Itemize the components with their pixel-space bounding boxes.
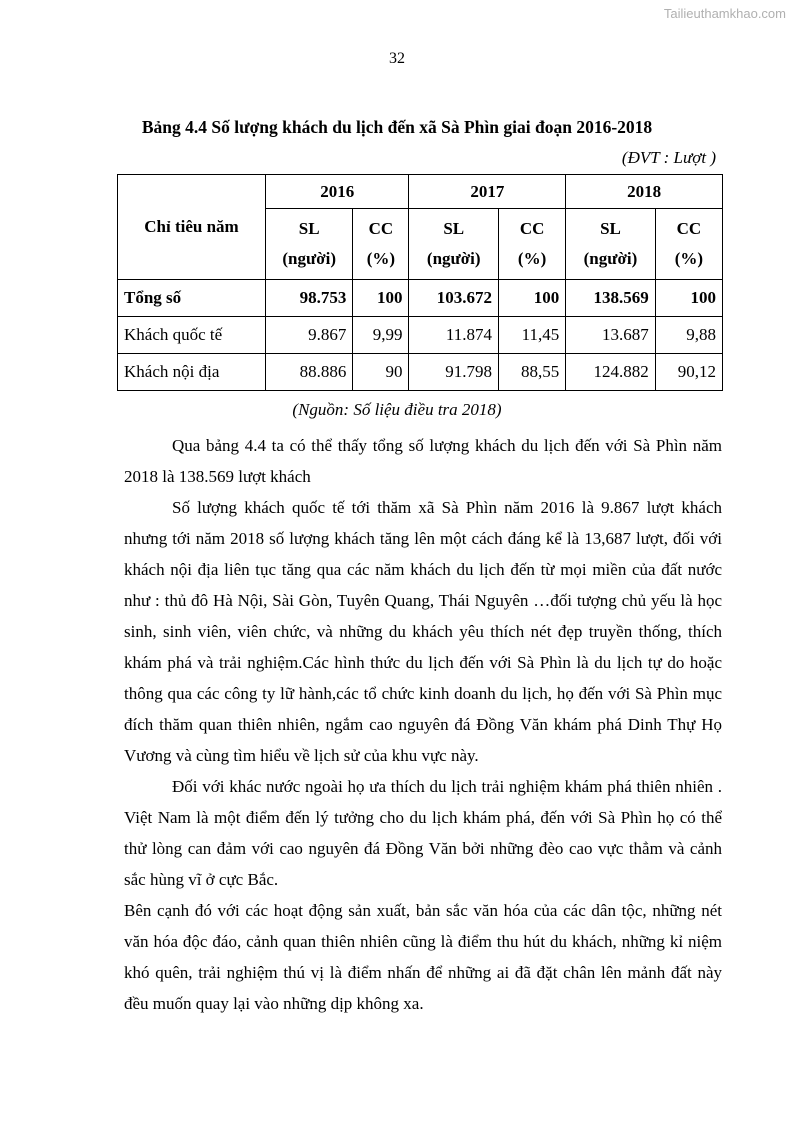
row-label: Khách nội địa <box>118 354 266 391</box>
paragraph: Qua bảng 4.4 ta có thể thấy tổng số lượng khách du lịch đến với Sà Phìn năm 2018 là 138.569 lượt khách <box>124 436 722 486</box>
table-cell: 100 <box>353 280 409 317</box>
table-cell: 90,12 <box>655 354 722 391</box>
table-row <box>118 280 723 317</box>
table-cell: 11,45 <box>498 317 565 354</box>
table-cell: 13.687 <box>566 317 656 354</box>
corner-header: Chỉ tiêu năm <box>118 175 266 280</box>
table-row <box>118 317 723 354</box>
paragraph: Bên cạnh đó với các hoạt động sản xuất, bản sắc văn hóa của các dân tộc, những nét văn hóa độc đáo, cảnh quan thiên nhiên cũng là điểm thu hút du khách, những kỉ niệm khó quên, trải nghiệm thú vị là điểm nhấn để những ai đã đặt chân lên mảnh đất này đều muốn quay lại vào những dịp không xa. <box>124 901 722 1013</box>
year-header: 2016 <box>266 175 409 209</box>
table-cell: 138.569 <box>566 280 656 317</box>
year-header: 2018 <box>566 175 723 209</box>
row-label: Tổng số <box>118 280 266 317</box>
table-source: (Nguồn: Số liệu điều tra 2018) <box>292 400 502 419</box>
year-header: 2017 <box>409 175 566 209</box>
body-text <box>124 430 722 1019</box>
table-row <box>118 354 723 391</box>
statistics-table <box>117 174 723 391</box>
watermark: Tailieuthamkhao.com <box>663 6 786 21</box>
paragraph: Đối với khác nước ngoài họ ưa thích du lịch trải nghiệm khám phá thiên nhiên . Việt Nam là một điểm đến lý tưởng cho du lịch khám phá, đến với Sà Phìn họ có thể thử lòng can đảm với cao nguyên đá Đồng Văn bởi những đèo cao vực thẳm và cảnh sắc hùng vĩ ở cực Bắc. <box>124 777 722 889</box>
table-cell: 103.672 <box>409 280 499 317</box>
sl-header: SL (người) <box>566 209 656 280</box>
table-cell: 98.753 <box>266 280 353 317</box>
sl-header: SL (người) <box>266 209 353 280</box>
sl-header: SL (người) <box>409 209 499 280</box>
table-cell: 91.798 <box>409 354 499 391</box>
table-cell: 124.882 <box>566 354 656 391</box>
table-cell: 100 <box>498 280 565 317</box>
table-cell: 9.867 <box>266 317 353 354</box>
table-cell: 90 <box>353 354 409 391</box>
table-cell: 9,99 <box>353 317 409 354</box>
page-number: 32 <box>389 50 405 67</box>
table-cell: 11.874 <box>409 317 499 354</box>
table-cell: 88,55 <box>498 354 565 391</box>
table-title: Bảng 4.4 Số lượng khách du lịch đến xã Sà Phìn giai đoạn 2016-2018 <box>141 117 653 137</box>
table-cell: 100 <box>655 280 722 317</box>
table-unit: (ĐVT : Lượt ) <box>621 148 716 167</box>
table-cell: 88.886 <box>266 354 353 391</box>
paragraph: Số lượng khách quốc tế tới thăm xã Sà Phìn năm 2016 là 9.867 lượt khách nhưng tới năm 2018 số lượng khách tăng lên một cách đáng kể là 13,687 lượt, đối với khách nội địa liên tục tăng qua các năm khách du lịch đến từ mọi miền của đất nước như : thủ đô Hà Nội, Sài Gòn, Tuyên Quang, Thái Nguyên …đối tượng chủ yếu là học sinh, sinh viên, viên chức, và những du khách yêu thích nét đẹp truyền thống, thích khám phá và trải nghiệm.Các hình thức du lịch đến với Sà Phìn là du lịch tự do hoặc thông qua các công ty lữ hành,các tổ chức kinh doanh du lịch, họ đến với Sà Phìn mục đích thăm quan thiên nhiên, ngắm cao nguyên đá Đồng Văn khám phá Dinh Thự Họ Vương và cùng tìm hiểu về lịch sử của khu vực này. <box>124 498 722 765</box>
row-label: Khách quốc tế <box>118 317 266 354</box>
cc-header: CC (%) <box>498 209 565 280</box>
cc-header: CC (%) <box>655 209 722 280</box>
cc-header: CC (%) <box>353 209 409 280</box>
table-cell: 9,88 <box>655 317 722 354</box>
